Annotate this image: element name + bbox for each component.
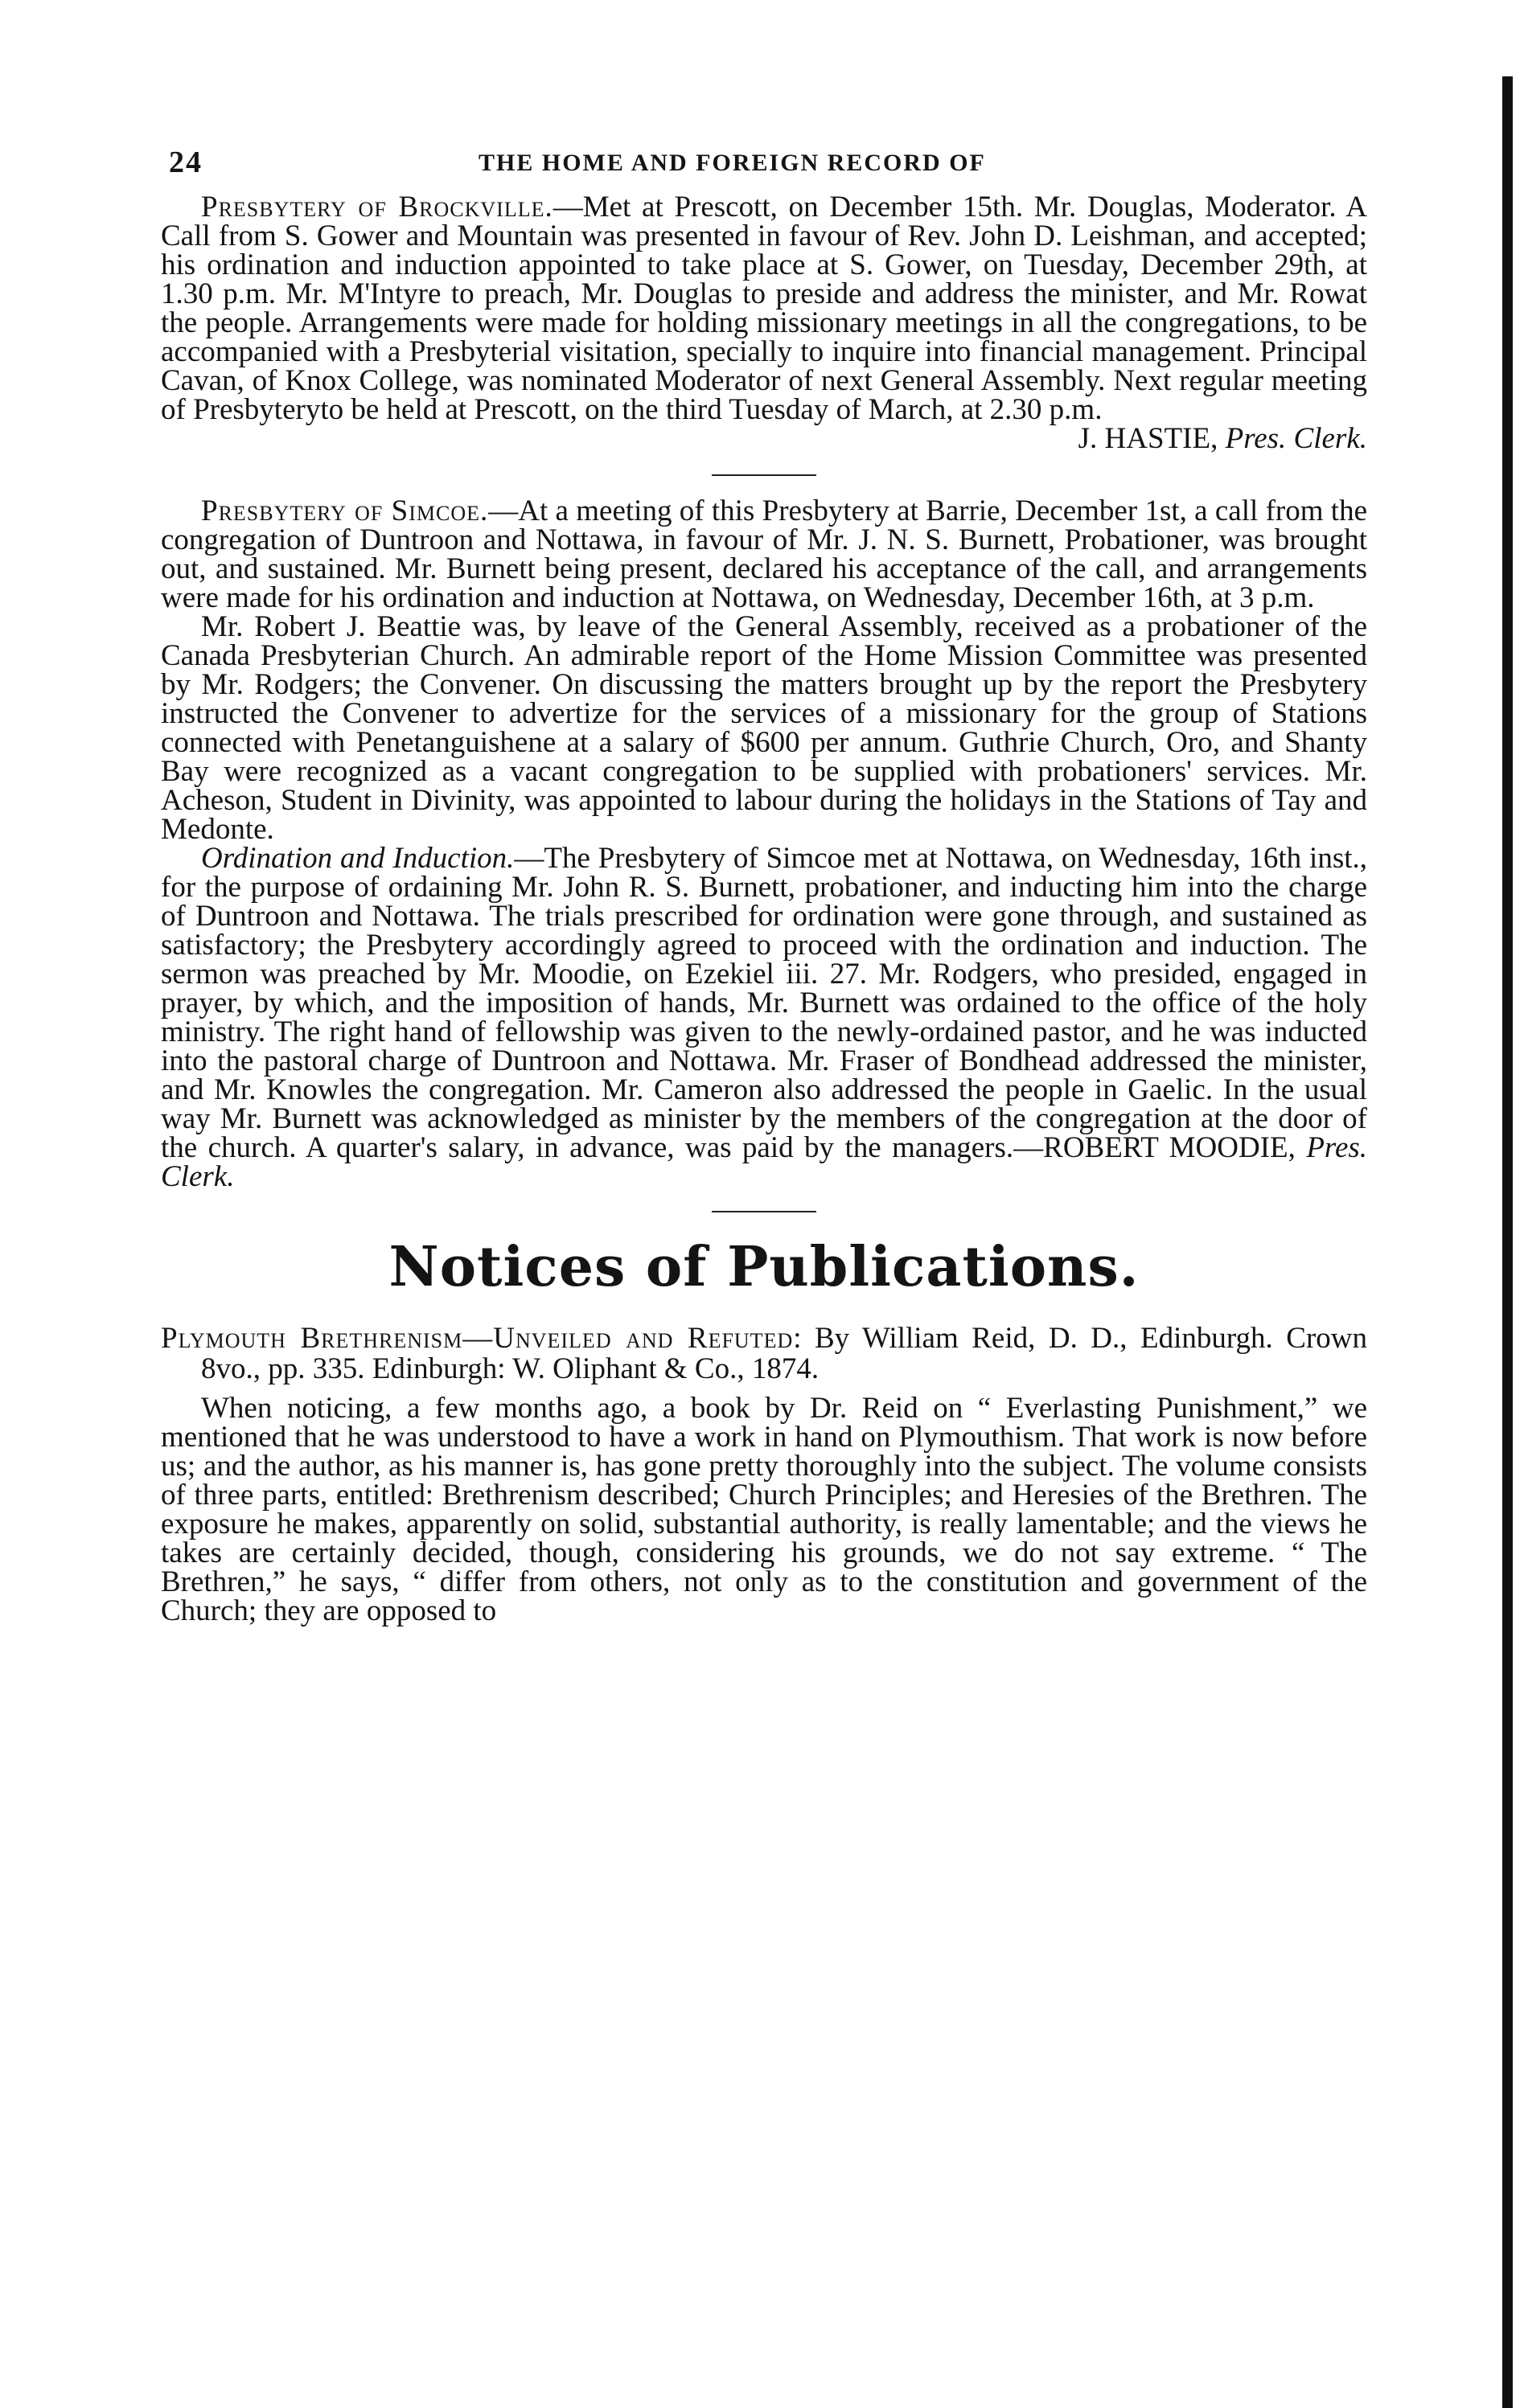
brockville-body: —Met at Prescott, on December 15th. Mr. Douglas, Moderator. A Call from S. Gower and Mountain was presented in favour of Rev. John D. Leishman, and accepted; his ordination and induction appointed to take place at S. Gower, on Tuesday, December 29th, at 1.30 p.m. Mr. M'Intyre to preach, Mr. Douglas to preside and address the minister, and Mr. Rowat the people. Arrangements were made for holding missionary meetings in all the congregations, to be accompanied with a Presbyterial visitation, specially to inquire into financial management. Principal Cavan, of Knox College, was nominated Moderator of next General Assembly. Next regular meeting of Presbyteryto be held at Prescott, on the third Tuesday of March, at 2.30 p.m. bbox=[161, 191, 1367, 426]
simcoe-signature-role: Pres. Clerk. bbox=[161, 1131, 1368, 1193]
book-entry bbox=[161, 1323, 1367, 1384]
simcoe-signature-name: —ROBERT MOODIE, bbox=[1013, 1131, 1296, 1164]
ordination-subheading: Ordination and Induction. bbox=[201, 842, 515, 875]
brockville-signature-role: Pres. Clerk. bbox=[1225, 422, 1367, 455]
page bbox=[161, 145, 1367, 1626]
simcoe-heading: Presbytery of Simcoe. bbox=[201, 494, 489, 527]
simcoe-paragraph-2: Mr. Robert J. Beattie was, by leave of the General Assembly, received as a probationer of the Canada Presbyterian Church. An admirable report of the Home Mission Committee was presented by Mr. Rodgers; the Convener. On discussing the matters brought up by the report the Presbytery instructed the Convener to advertize for the services of a missionary for the group of Stations connected with Penetanguishene at a salary of $600 per annum. Guthrie Church, Oro, and Shanty Bay were recognized as a vacant congregation to be supplied with probationers' services. Mr. Acheson, Student in Divinity, was appointed to labour during the holidays in the Stations of Tay and Medonte. bbox=[161, 610, 1367, 846]
simcoe-paragraph-1 bbox=[161, 494, 1368, 614]
separator-rule-2 bbox=[712, 1211, 816, 1212]
review-paragraph: When noticing, a few months ago, a book by Dr. Reid on “ Everlasting Punishment,” we mentioned that he was understood to have a work in hand on Plymouthism. That work is now before us; and the author, as his manner is, has gone pretty thoroughly into the subject. The volume consists of three parts, entitled: Brethrenism described; Church Principles; and Heresies of the Brethren. The exposure he makes, apparently on solid, substantial authority, is really lamentable; and the views he takes are certainly decided, though, considering his grounds, we do not say extreme. “ The Brethren,” he says, “ differ from others, not only as to the constitution and government of the Church; they are opposed to bbox=[161, 1392, 1367, 1627]
running-head bbox=[161, 145, 1367, 193]
separator-rule bbox=[712, 474, 816, 476]
book-details: : By William Reid, D. D., Edinburgh. Crown 8vo., pp. 335. Edinburgh: W. Oliphant & Co., 1874. bbox=[201, 1322, 1367, 1385]
brockville-heading: Presbytery of Brockville. bbox=[201, 191, 553, 224]
brockville-signature bbox=[161, 422, 1367, 455]
brockville-signature-name: J. HASTIE, bbox=[1078, 422, 1218, 455]
simcoe-paragraph-3 bbox=[161, 844, 1367, 1192]
running-title: THE HOME AND FOREIGN RECORD OF bbox=[479, 150, 986, 176]
notices-heading: Notices of Publications. bbox=[388, 1235, 1140, 1299]
simcoe-body-3: —The Presbytery of Simcoe met at Nottawa, on Wednesday, 16th inst., for the purpose of ordaining Mr. John R. S. Burnett, probationer, and inducting him into the charge of Duntroon and Nottawa. The trials prescribed for ordination were gone through, and sustained as satisfactory; the Presbytery accordingly agreed to proceed with the ordination and induction. The sermon was preached by Mr. Moodie, on Ezekiel iii. 27. Mr. Rodgers, who presided, engaged in prayer, by which, and the imposition of hands, Mr. Burnett was ordained to the office of the holy ministry. The right hand of fellowship was given to the newly-ordained pastor, and he was inducted into the pastoral charge of Duntroon and Nottawa. Mr. Fraser of Bondhead addressed the minister, and Mr. Knowles the congregation. Mr. Cameron also addressed the people in Gaelic. In the usual way Mr. Burnett was acknowledged as minister by the members of the congregation at the door of the church. A quarter's salary, in advance, was paid by the managers. bbox=[161, 842, 1367, 1164]
page-edge-rule bbox=[1502, 76, 1513, 2408]
brockville-paragraph bbox=[161, 193, 1367, 453]
page-number: 24 bbox=[169, 146, 203, 179]
simcoe-body-1: —At a meeting of this Presbytery at Barrie, December 1st, a call from the congregation of Duntroon and Nottawa, in favour of Mr. J. N. S. Burnett, Probationer, was brought out, and sustained. Mr. Burnett being present, declared his acceptance of the call, and arrangements were made for his ordination and induction at Nottawa, on Wednesday, December 16th, at 3 p.m. bbox=[161, 494, 1368, 614]
book-title: Plymouth Brethrenism—Unveiled and Refuted bbox=[161, 1322, 794, 1355]
